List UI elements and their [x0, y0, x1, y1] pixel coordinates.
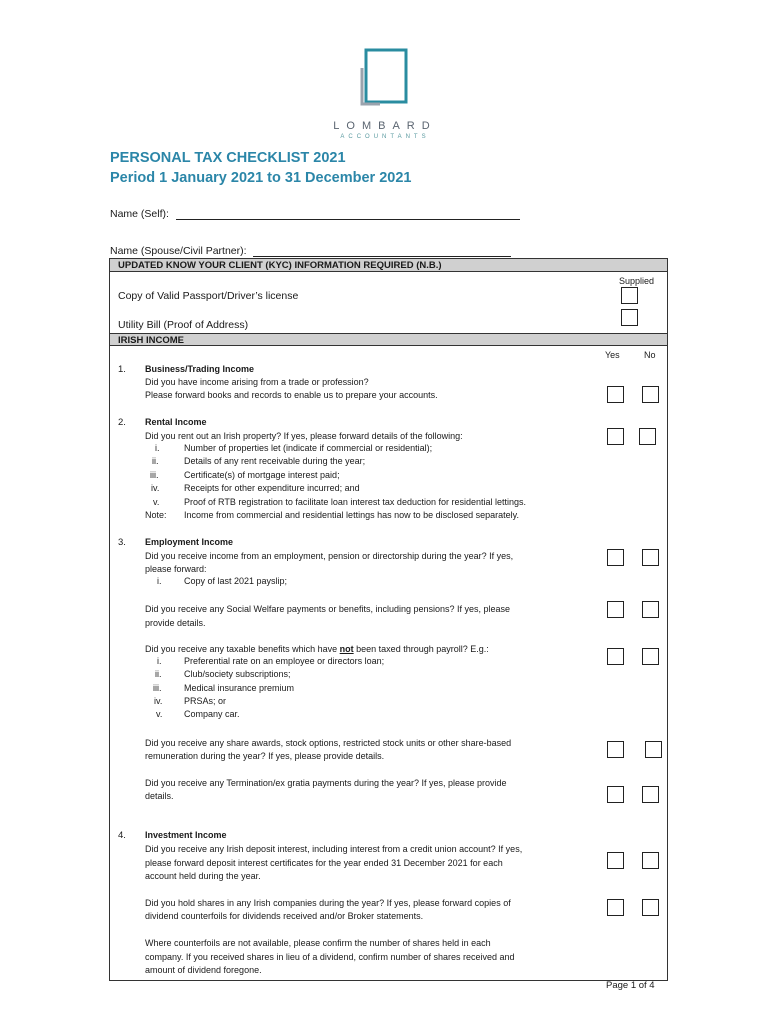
checkbox-benefits-yes[interactable] [607, 648, 624, 665]
checkbox-passport-supplied[interactable] [621, 287, 638, 304]
logo-subtitle: ACCOUNTANTS [340, 134, 430, 140]
name-self-field[interactable] [176, 209, 520, 220]
checkbox-termination-yes[interactable] [607, 786, 624, 803]
checkbox-social-welfare-no[interactable] [642, 601, 659, 618]
list-item-number: v. [156, 709, 163, 719]
question-text: Where counterfoils are not available, please confirm the number of shares held in each [145, 938, 491, 948]
checkbox-social-welfare-yes[interactable] [607, 601, 624, 618]
page-subtitle: Period 1 January 2021 to 31 December 2021 [110, 170, 412, 186]
kyc-section-header: UPDATED KNOW YOUR CLIENT (KYC) INFORMATION REQUIRED (N.B.) [110, 259, 667, 272]
checkbox-shares-yes[interactable] [607, 899, 624, 916]
question-text: Did you receive any Social Welfare payments or benefits, including pensions? If yes, please [145, 604, 511, 614]
checkbox-business-yes[interactable] [607, 386, 624, 403]
question-text: provide details. [145, 618, 206, 628]
checkbox-termination-no[interactable] [642, 786, 659, 803]
question-text: please forward deposit interest certificates for the year ended 31 December 2021 for each [145, 858, 503, 868]
question-text: Did you hold shares in any Irish companies during the year? If yes, please forward copies of [145, 898, 511, 908]
question-text: remuneration during the year? If yes, please provide details. [145, 751, 385, 761]
kyc-item-passport: Copy of Valid Passport/Driver’s license [118, 290, 299, 302]
list-item: Certificate(s) of mortgage interest paid; [184, 470, 340, 480]
section-employment-income: Employment Income [145, 537, 234, 547]
name-spouse-row [110, 245, 511, 257]
section-number: 4. [118, 830, 126, 841]
list-item-number: i. [157, 576, 162, 586]
name-self-row [110, 208, 520, 220]
list-item-number: v. [153, 497, 160, 507]
name-spouse-label: Name (Spouse/Civil Partner): [110, 245, 247, 257]
lombard-logo-icon [358, 48, 410, 106]
question-text: Did you receive any share awards, stock options, restricted stock units or other share-based [145, 738, 512, 748]
list-item-number: ii. [152, 456, 159, 466]
checkbox-deposit-interest-no[interactable] [642, 852, 659, 869]
question-text: details. [145, 791, 174, 801]
list-item-number: i. [157, 656, 162, 666]
list-item: Receipts for other expenditure incurred; and [184, 483, 360, 493]
list-item: Proof of RTB registration to facilitate loan interest tax deduction for residential lettings. [184, 497, 527, 507]
question-text-part: been taxed through payroll? E.g.: [356, 644, 489, 654]
no-column-header: No [644, 350, 656, 360]
page-number: Page 1 of 4 [606, 980, 655, 991]
emphasis-not: not [339, 644, 354, 654]
page-title: PERSONAL TAX CHECKLIST 2021 [110, 150, 346, 166]
section-number: 2. [118, 417, 126, 428]
checkbox-rental-yes[interactable] [607, 428, 624, 445]
checkbox-rental-no[interactable] [639, 428, 656, 445]
question-text: company. If you received shares in lieu of a dividend, confirm number of shares received and [145, 952, 515, 962]
checkbox-share-awards-no[interactable] [645, 741, 662, 758]
question-text: account held during the year. [145, 871, 261, 881]
list-item-number: iv. [154, 696, 163, 706]
list-item-number: i. [155, 443, 160, 453]
section-rental-income: Rental Income [145, 417, 207, 427]
name-self-label: Name (Self): [110, 208, 169, 220]
question-text: Did you have income arising from a trade or profession? [145, 377, 369, 387]
question-text: Did you receive income from an employment, pension or directorship during the year? If yes, [145, 551, 514, 561]
question-text-part: Did you receive any taxable benefits which have [145, 644, 338, 654]
list-item-number: ii. [155, 669, 162, 679]
section-number: 3. [118, 537, 126, 548]
yes-column-header: Yes [605, 350, 620, 360]
list-item: Club/society subscriptions; [184, 669, 291, 679]
section-number: 1. [118, 364, 126, 375]
list-item: Copy of last 2021 payslip; [184, 576, 288, 586]
supplied-column-header: Supplied [619, 276, 655, 286]
question-text: amount of dividend foregone. [145, 965, 262, 975]
list-item: Details of any rent receivable during the year; [184, 456, 366, 466]
checkbox-deposit-interest-yes[interactable] [607, 852, 624, 869]
checkbox-business-no[interactable] [642, 386, 659, 403]
checkbox-utility-supplied[interactable] [621, 309, 638, 326]
list-item: Number of properties let (indicate if commercial or residential); [184, 443, 433, 453]
checkbox-share-awards-yes[interactable] [607, 741, 624, 758]
list-item: Medical insurance premium [184, 683, 295, 693]
checkbox-shares-no[interactable] [642, 899, 659, 916]
section-investment-income: Investment Income [145, 830, 227, 840]
question-text: Please forward books and records to enable us to prepare your accounts. [145, 390, 438, 400]
checkbox-employment-no[interactable] [642, 549, 659, 566]
logo-wordmark: LOMBARD [333, 120, 437, 132]
irish-income-header: IRISH INCOME [110, 333, 667, 346]
list-item-number: iv. [151, 483, 160, 493]
section-business-trading: Business/Trading Income [145, 364, 255, 374]
question-text: Did you rent out an Irish property? If yes, please forward details of the following: [145, 431, 463, 441]
note-label: Note: [145, 510, 167, 520]
checkbox-employment-yes[interactable] [607, 549, 624, 566]
question-text: please forward: [145, 564, 207, 574]
note-text: Income from commercial and residential lettings has now to be disclosed separately. [184, 510, 519, 520]
list-item: Company car. [184, 709, 240, 719]
checkbox-benefits-no[interactable] [642, 648, 659, 665]
list-item-number: iii. [150, 470, 159, 480]
question-text: Did you receive any Termination/ex gratia payments during the year? If yes, please provide [145, 778, 507, 788]
question-text: Did you receive any Irish deposit interest, including interest from a credit union account? If yes, [145, 844, 523, 854]
list-item: Preferential rate on an employee or directors loan; [184, 656, 385, 666]
list-item-number: iii. [153, 683, 162, 693]
question-text: dividend counterfoils for dividends received and/or Broker statements. [145, 911, 424, 921]
question-text [145, 643, 591, 656]
list-item: PRSAs; or [184, 696, 227, 706]
kyc-item-utility-bill: Utility Bill (Proof of Address) [118, 319, 249, 331]
name-spouse-field[interactable] [253, 246, 511, 257]
